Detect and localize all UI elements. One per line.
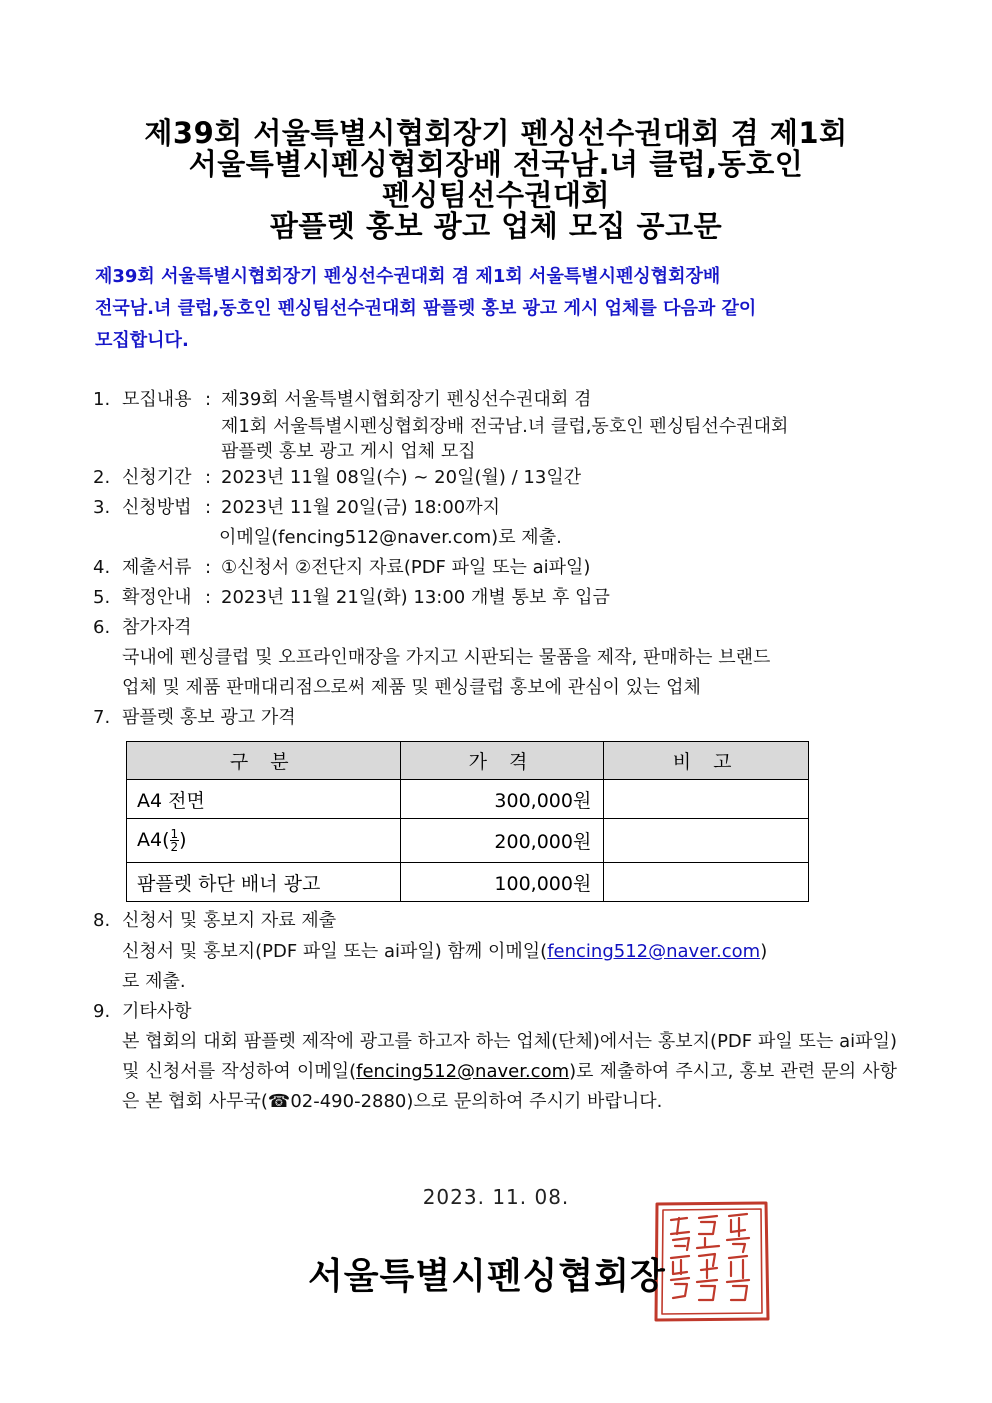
row-2-item-prefix: A4( xyxy=(137,829,170,851)
title-line-2: 서울특별시펜싱협회장배 전국남.녀 클럽,동호인 xyxy=(188,147,804,181)
item-1-value-line-1: 제39회 서울특별시협회장기 펜싱선수권대회 겸 xyxy=(221,389,592,410)
intro-line-3: 모집합니다. xyxy=(95,330,189,351)
row-2-item-suffix: ) xyxy=(179,829,187,851)
fraction-one-half xyxy=(170,828,180,853)
row-3-price: 100,000원 xyxy=(400,863,604,902)
item-6-text-line-2: 업체 및 제품 판매대리점으로써 제품 및 펜싱클럽 홍보에 관심이 있는 업체 xyxy=(122,677,701,698)
item-4 xyxy=(0,553,992,583)
item-9-number: 9. xyxy=(93,1001,111,1022)
row-2-note xyxy=(604,819,809,863)
price-table-header-row xyxy=(127,742,809,780)
item-4-number: 4. xyxy=(93,557,111,578)
item-5-colon: : xyxy=(205,587,212,608)
item-4-value: ①신청서 ②전단지 자료(PDF 파일 또는 ai파일) xyxy=(221,557,591,578)
item-5-label: 확정안내 xyxy=(122,587,192,608)
header-note: 비 고 xyxy=(604,742,809,780)
item-3-value-line-1: 2023년 11월 20일(금) 18:00까지 xyxy=(221,497,501,518)
price-table xyxy=(126,741,809,902)
item-6-label: 참가자격 xyxy=(122,617,192,638)
row-3-item: 팜플렛 하단 배너 광고 xyxy=(127,863,401,902)
item-5-number: 5. xyxy=(93,587,111,608)
item-8-number: 8. xyxy=(93,910,111,931)
row-1-item: A4 전면 xyxy=(127,780,401,819)
item-3-label: 신청방법 xyxy=(122,497,192,518)
row-1-price: 300,000원 xyxy=(400,780,604,819)
item-4-label: 제출서류 xyxy=(122,557,192,578)
item-3-colon: : xyxy=(205,497,212,518)
item-1-value-line-2: 제1회 서울특별시펜싱협회장배 전국남.녀 클럽,동호인 펜싱팀선수권대회 xyxy=(221,416,789,437)
item-8 xyxy=(0,906,992,936)
item-9-text-post: )로 제출하여 주시고, 홍보 관련 문의 사항은 본 협회 사무국(☎02-490-2880)으로 문의하여 주시기 바랍니다. xyxy=(122,1061,898,1112)
item-3-number: 3. xyxy=(93,497,111,518)
table-row xyxy=(127,780,809,819)
item-6 xyxy=(0,613,992,643)
item-8-text-line-2: 로 제출. xyxy=(122,971,186,992)
item-1-number: 1. xyxy=(93,389,111,410)
item-7-label: 팜플렛 홍보 광고 가격 xyxy=(122,707,296,728)
title-line-3: 펜싱팀선수권대회 xyxy=(381,178,611,212)
item-2-number: 2. xyxy=(93,467,111,488)
title-line-1: 제39회 서울특별시협회장기 펜싱선수권대회 겸 제1회 xyxy=(144,116,848,150)
title-line-4: 팜플렛 홍보 광고 업체 모집 공고문 xyxy=(269,209,723,243)
fraction-numerator: 1 xyxy=(170,827,179,841)
item-8-text-post: ) xyxy=(760,941,768,962)
intro-line-1: 제39회 서울특별시협회장기 펜싱선수권대회 겸 제1회 서울특별시펜싱협회장배 xyxy=(95,266,721,287)
item-9-text xyxy=(122,1027,897,1117)
table-row xyxy=(127,819,809,863)
intro-line-2: 전국남.녀 클럽,동호인 펜싱팀선수권대회 팜플렛 홍보 광고 게시 업체를 다음과 같이 xyxy=(95,298,757,319)
item-5 xyxy=(0,583,992,613)
official-seal-stamp xyxy=(651,1200,772,1323)
table-row xyxy=(127,863,809,902)
item-8-label: 신청서 및 홍보지 자료 제출 xyxy=(122,910,337,931)
item-2-colon: : xyxy=(205,467,212,488)
email-link[interactable]: fencing512@naver.com xyxy=(356,1061,570,1082)
item-9-label: 기타사항 xyxy=(122,1001,192,1022)
item-9 xyxy=(0,997,992,1027)
row-1-note xyxy=(604,780,809,819)
item-6-number: 6. xyxy=(93,617,111,638)
item-1-label: 모집내용 xyxy=(122,389,192,410)
row-2-price: 200,000원 xyxy=(400,819,604,863)
item-7 xyxy=(0,703,992,733)
row-3-note xyxy=(604,863,809,902)
item-1 xyxy=(0,385,992,415)
header-category: 구 분 xyxy=(127,742,401,780)
item-2-value: 2023년 11월 08일(수) ~ 20일(월) / 13일간 xyxy=(221,467,582,488)
item-4-colon: : xyxy=(205,557,212,578)
item-9-text-pre: 본 협회의 대회 팜플렛 제작에 광고를 하고자 하는 업체(단체)에서는 홍보지(PDF 파일 또는 ai파일) 및 신청서를 작성하여 이메일( xyxy=(122,1031,897,1082)
header-price: 가 격 xyxy=(400,742,604,780)
issue-date: 2023. 11. 08. xyxy=(422,1185,570,1209)
item-2 xyxy=(0,463,992,493)
item-8-text-line-1 xyxy=(122,937,767,967)
email-link[interactable]: fencing512@naver.com xyxy=(547,941,761,962)
fraction-denominator: 2 xyxy=(170,840,179,854)
item-1-value-line-3: 팜플렛 홍보 광고 게시 업체 모집 xyxy=(221,441,476,462)
item-1-colon: : xyxy=(205,389,212,410)
row-2-item xyxy=(127,819,401,863)
item-3 xyxy=(0,493,992,523)
item-6-text-line-1: 국내에 펜싱클럽 및 오프라인매장을 가지고 시판되는 물품을 제작, 판매하는 브랜드 xyxy=(122,647,771,668)
item-5-value: 2023년 11월 21일(화) 13:00 개별 통보 후 입금 xyxy=(221,587,610,608)
item-8-text-pre: 신청서 및 홍보지(PDF 파일 또는 ai파일) 함께 이메일( xyxy=(122,941,548,962)
item-3-value-line-2: 이메일(fencing512@naver.com)로 제출. xyxy=(219,527,562,548)
item-7-number: 7. xyxy=(93,707,111,728)
item-2-label: 신청기간 xyxy=(122,467,192,488)
signer-name: 서울특별시펜싱협회장 xyxy=(308,1256,666,1297)
